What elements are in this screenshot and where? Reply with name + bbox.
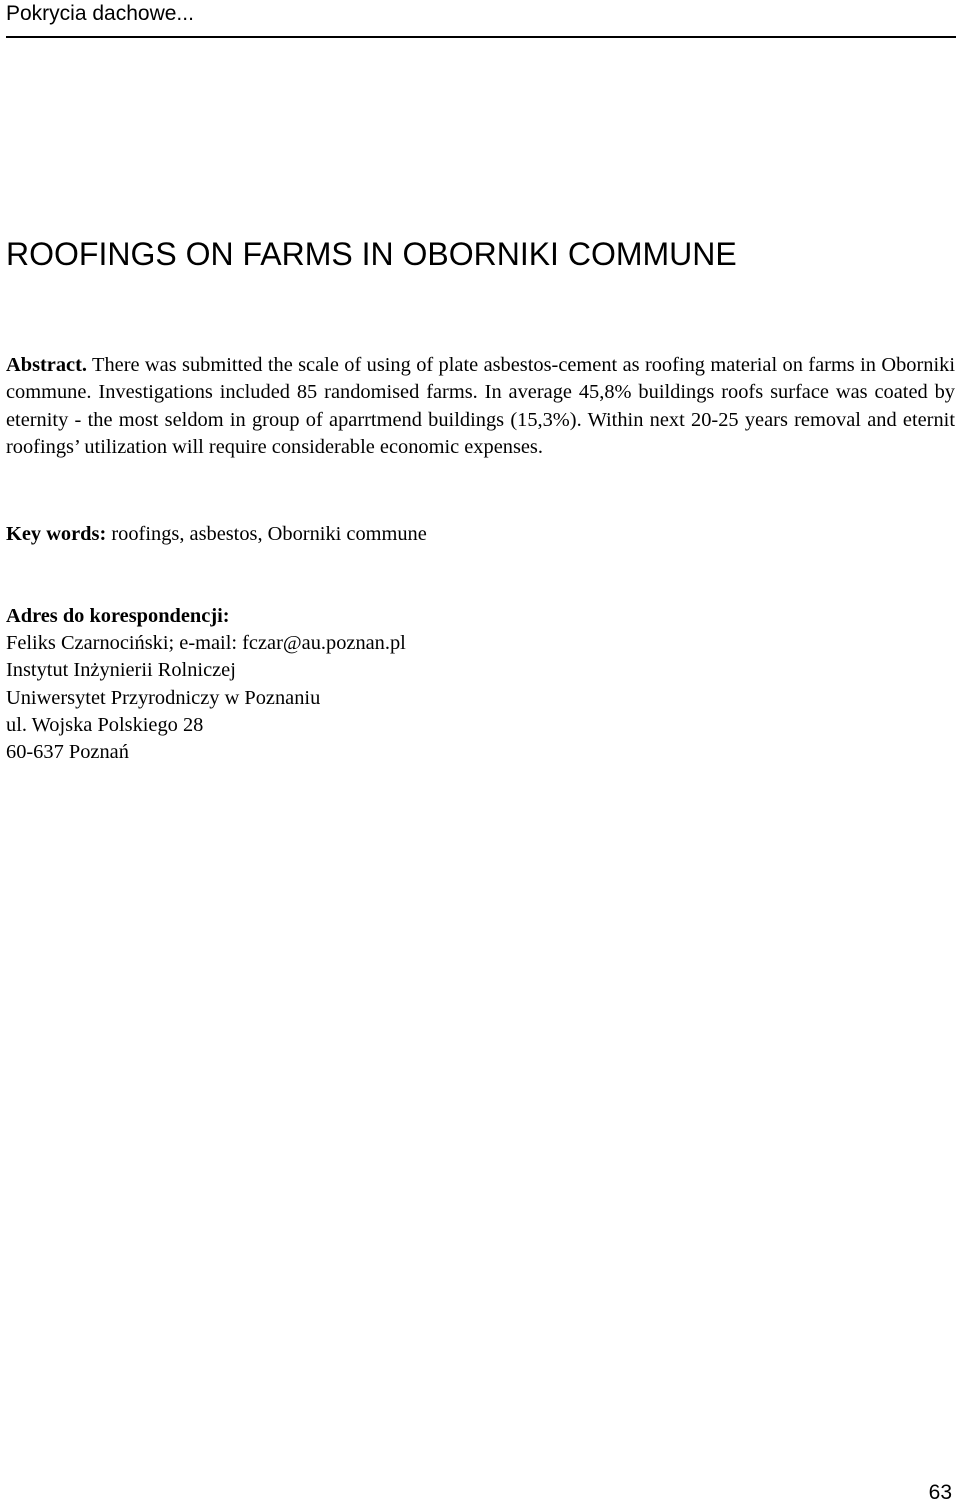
correspondence-label: Adres do korespondencji: [6, 605, 230, 627]
abstract-text: There was submitted the scale of using of plate asbestos-cement as roofing material on farms in Oborniki commune. Investigations included 85 randomised farms. In average 45,8% buildings roofs surface was coated by eternity - the most seldom in group of aparrtmend buildings (15,3%). Within next 20-25 years removal and eternit roofings’ utilization will require considerable economic expenses. [6, 354, 955, 459]
running-header: Pokrycia dachowe... [6, 2, 194, 25]
page-number: 63 [928, 1481, 952, 1504]
keywords [6, 521, 427, 548]
keywords-label: Key words: [6, 523, 107, 545]
correspondence-line-street: ul. Wojska Polskiego 28 [6, 713, 204, 736]
correspondence-line-author: Feliks Czarnociński; e-mail: fczar@au.poznan.pl [6, 632, 406, 655]
header-divider [6, 36, 956, 38]
abstract-label: Abstract. [6, 354, 87, 376]
correspondence-line-institute: Instytut Inżynierii Rolniczej [6, 659, 236, 682]
correspondence-address [6, 603, 406, 766]
correspondence-line-university: Uniwersytet Przyrodniczy w Poznaniu [6, 686, 321, 709]
abstract [6, 352, 955, 462]
paper-title: ROOFINGS ON FARMS IN OBORNIKI COMMUNE [6, 236, 737, 272]
keywords-text: roofings, asbestos, Oborniki commune [111, 523, 427, 545]
correspondence-line-city: 60-637 Poznań [6, 741, 129, 764]
